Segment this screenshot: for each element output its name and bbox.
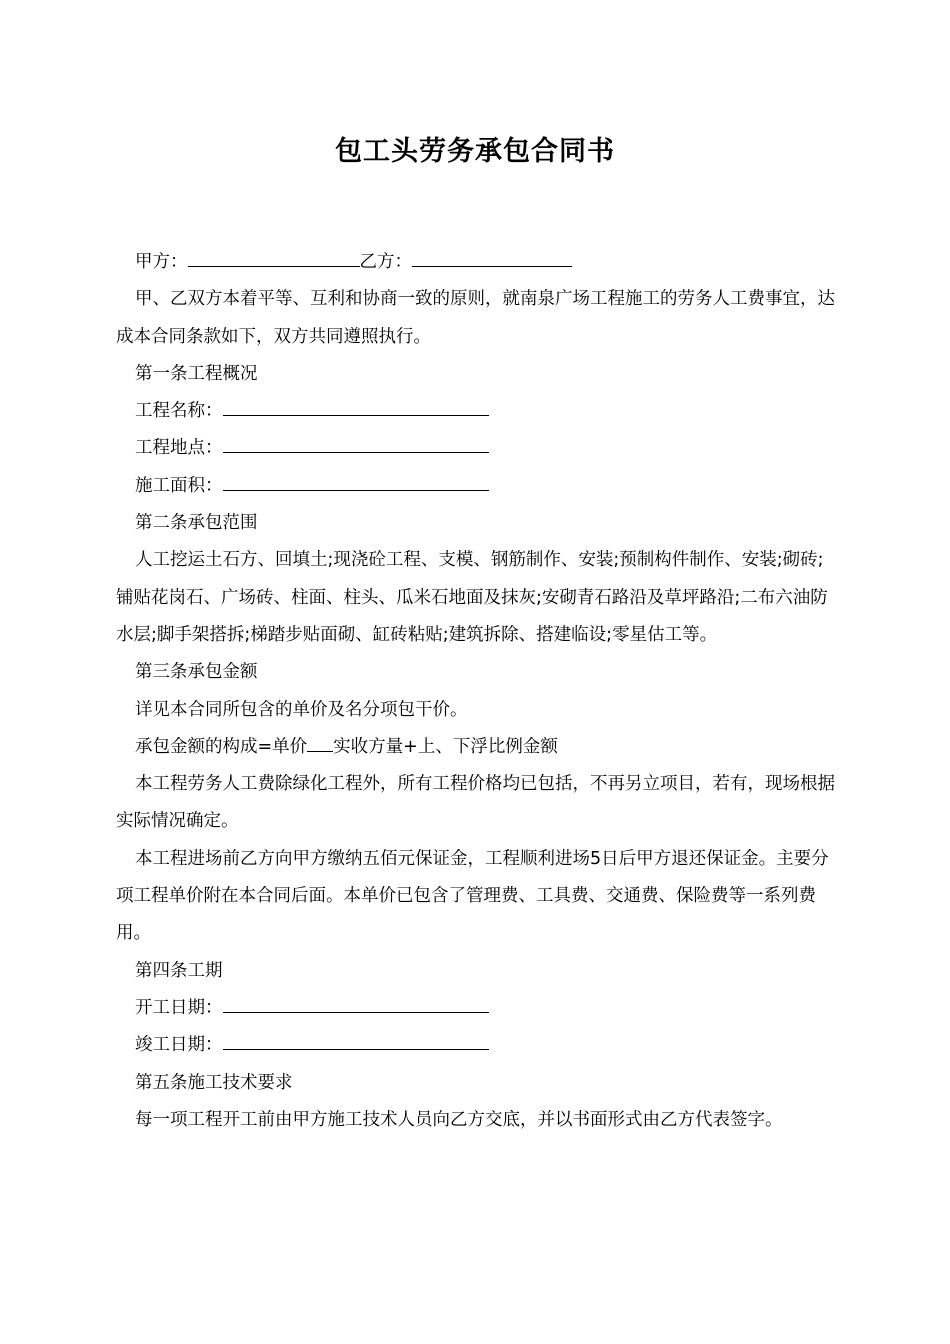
price-detail-paragraph: 详见本合同所包含的单价及名分项包干价。	[135, 699, 468, 720]
article5-heading: 第五条施工技术要求	[135, 1072, 293, 1093]
party-b-label: 乙方：	[359, 252, 412, 272]
project-location-label: 工程地点：	[135, 438, 223, 459]
article2-heading: 第二条承包范围	[135, 513, 258, 534]
project-location-blank	[223, 432, 489, 453]
deposit-paragraph: 本工程进场前乙方向甲方缴纳五佰元保证金，工程顺利进场5日后甲方退还保证金。主要分项工程单价附在本合同后面。本单价已包含了管理费、工具费、交通费、保险费等一系列费用。	[116, 848, 829, 944]
tech-requirement-paragraph: 每一项工程开工前由甲方施工技术人员向乙方交底，并以书面形式由乙方代表签字。	[135, 1109, 783, 1130]
document-title: 包工头劳务承包合同书	[335, 136, 615, 167]
parties-line	[116, 244, 840, 281]
start-date-line	[116, 990, 840, 1027]
contract-body	[116, 244, 840, 1139]
project-name-label: 工程名称：	[135, 401, 223, 422]
end-date-line	[116, 1027, 840, 1064]
party-a-blank	[188, 246, 360, 267]
formula-line	[116, 729, 840, 766]
scope-paragraph: 人工挖运土石方、回填土;现浇砼工程、支模、钢筋制作、安装;预制构件制作、安装;砌砖;铺贴花岗石、广场砖、柱面、柱头、瓜米石地面及抹灰;安砌青石路沿及草坪路沿;二布六油防水层;脚手架搭拆;梯踏步贴面砌、缸砖粘贴;建筑拆除、搭建临设;零星估工等。	[116, 550, 828, 645]
project-name-line	[116, 393, 840, 430]
construction-area-blank	[223, 470, 489, 491]
project-name-blank	[223, 395, 489, 416]
article3-heading: 第三条承包金额	[135, 662, 258, 683]
intro-paragraph: 甲、乙双方本着平等、互利和协商一致的原则，就南泉广场工程施工的劳务人工费事宜，达成本合同条款如下，双方共同遵照执行。	[116, 289, 835, 347]
article1-heading: 第一条工程概况	[135, 363, 258, 384]
article4-heading: 第四条工期	[135, 960, 223, 981]
construction-area-label: 施工面积：	[135, 475, 223, 496]
end-date-blank	[223, 1029, 489, 1050]
end-date-label: 竣工日期：	[135, 1035, 223, 1056]
formula-suffix: 实收方量+上、下浮比例金额	[333, 736, 558, 757]
price-note-paragraph: 本工程劳务人工费除绿化工程外，所有工程价格均已包括，不再另立项目，若有，现场根据实际情况确定。	[116, 774, 835, 832]
party-a-label: 甲方：	[135, 252, 188, 272]
project-location-line	[116, 430, 840, 467]
party-b-blank	[412, 246, 572, 267]
start-date-label: 开工日期：	[135, 997, 223, 1018]
start-date-blank	[223, 992, 489, 1013]
formula-prefix: 承包金额的构成=单价	[135, 736, 308, 757]
construction-area-line	[116, 468, 840, 505]
formula-blank	[307, 731, 333, 752]
